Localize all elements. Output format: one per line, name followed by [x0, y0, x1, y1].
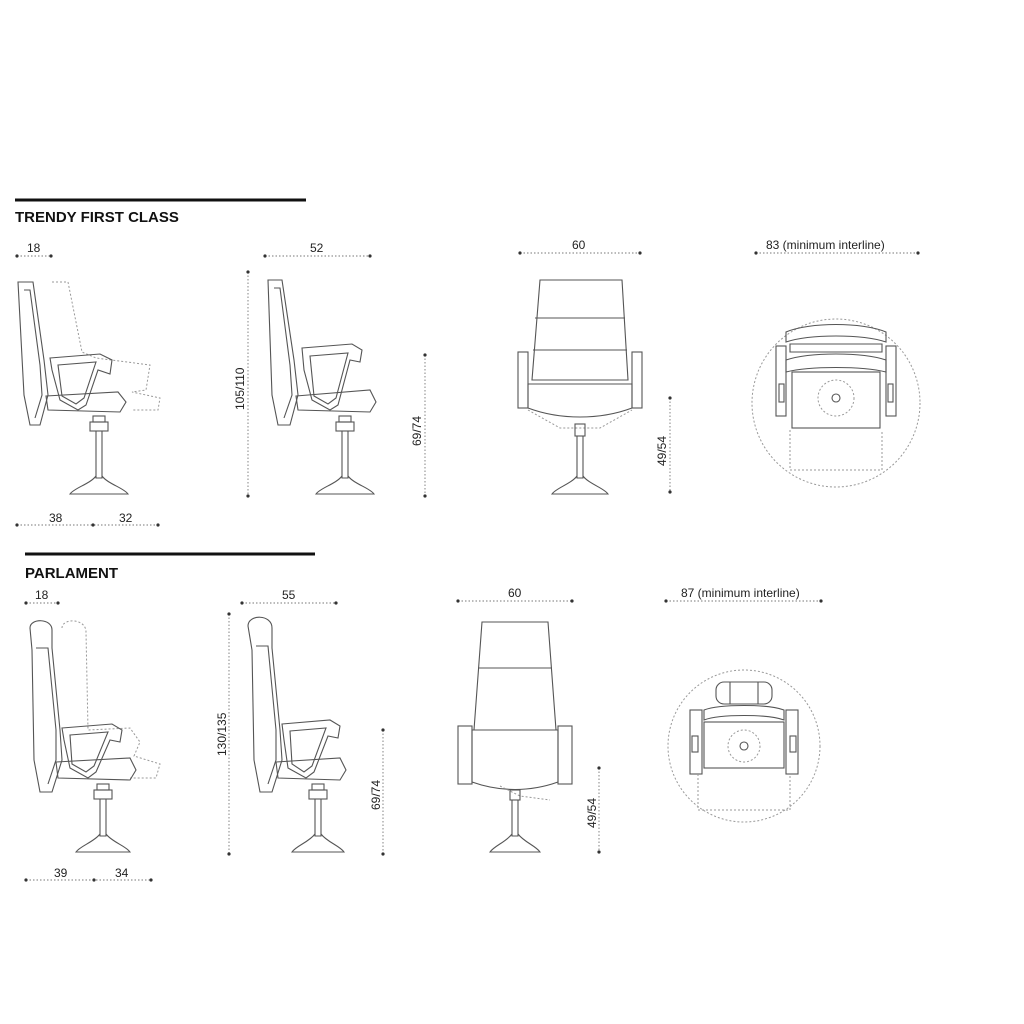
side-view-folding: [15, 241, 160, 527]
section-trendy-first-class: [15, 200, 920, 527]
front-view: [456, 586, 600, 854]
top-view: [752, 238, 920, 487]
section-parlament: [24, 554, 822, 882]
dim-seat-height: 49/54: [585, 797, 599, 828]
dim-depth: 55: [282, 588, 296, 602]
dim-seat-height: 49/54: [655, 435, 669, 466]
dim-armrest-height: 69/74: [369, 779, 383, 810]
front-view: [518, 238, 672, 494]
dim-base-left: 38: [49, 511, 63, 525]
dim-width: 60: [572, 238, 586, 252]
dim-height: 130/135: [215, 712, 229, 756]
side-view-folding: [24, 588, 160, 882]
side-view-height: [233, 241, 427, 498]
dim-side-top: 18: [35, 588, 49, 602]
dim-base-left: 39: [54, 866, 68, 880]
dim-height: 105/110: [233, 367, 247, 410]
dim-armrest-height: 69/74: [410, 415, 424, 446]
dim-depth: 52: [310, 241, 324, 255]
top-view: [664, 586, 822, 822]
dim-base-right: 34: [115, 866, 129, 880]
dim-side-top: 18: [27, 241, 41, 255]
dim-interline: 87 (minimum interline): [681, 586, 800, 600]
dim-width: 60: [508, 586, 522, 600]
dim-base-right: 32: [119, 511, 133, 525]
section-title: TRENDY FIRST CLASS: [15, 209, 179, 226]
dim-interline: 83 (minimum interline): [766, 238, 885, 252]
section-title: PARLAMENT: [25, 565, 119, 582]
side-view-height: [215, 588, 385, 856]
